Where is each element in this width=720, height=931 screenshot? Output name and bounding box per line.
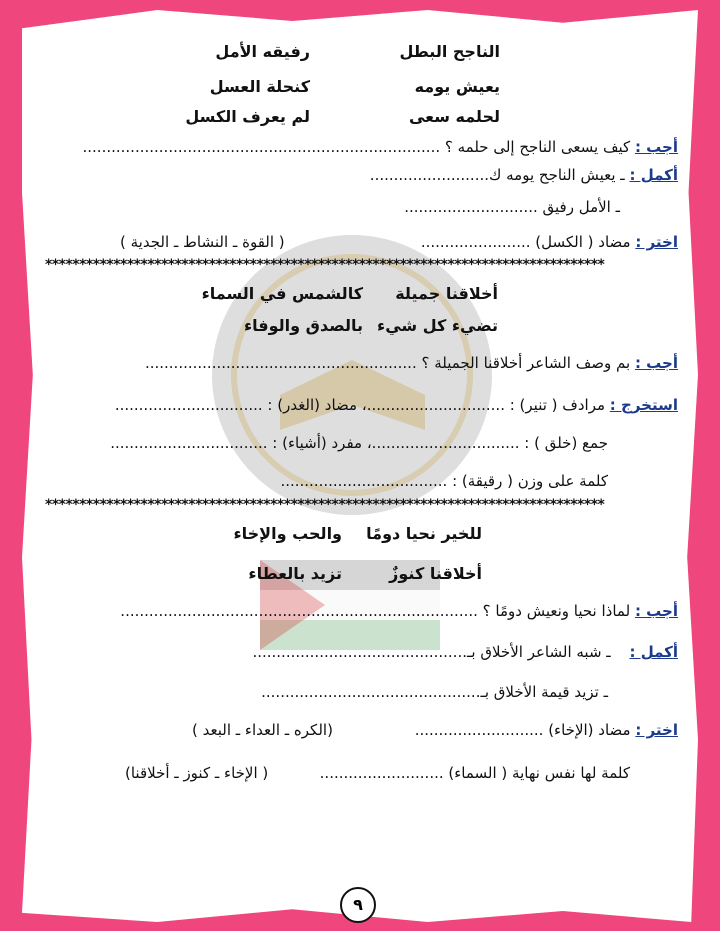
s3-complete-item2 [261, 683, 608, 701]
choices-text: ( القوة ـ النشاط ـ الجدية ) [120, 233, 285, 251]
question-text: ـ شبه الشاعر الأخلاق بـ............................................. [252, 643, 611, 661]
poem3-row2 [248, 564, 482, 583]
separator-stars: ********************************************************************************** [45, 257, 605, 273]
verse-right: تضيء كل شيء [377, 316, 498, 335]
question-text: مرادف ( تنير) : .............................، مضاد (الغدر) : ............................... [114, 396, 606, 414]
verse-left: كالشمس في السماء [201, 284, 363, 303]
verse-left: تزيد بالعطاء [248, 564, 342, 583]
poem1-row3 [185, 107, 500, 126]
extract-label: استخرج : [609, 396, 678, 414]
complete-label: أكمل : [629, 643, 678, 661]
question-text: جمع (خلق ) : ...............................، مفرد (أشياء) : ................................. [110, 434, 608, 452]
s1-complete-item2 [404, 198, 620, 216]
s1-choose-question [421, 233, 678, 251]
choose-label: اختر : [635, 721, 678, 739]
question-text: ـ تزيد قيمة الأخلاق بـ.............................................. [261, 683, 608, 701]
verse-left: لم يعرف الكسل [185, 107, 310, 126]
verse-right: أخلاقنا كنوزٌ [389, 564, 482, 583]
page-number: ٩ [340, 887, 376, 923]
s3-complete-question [252, 643, 678, 661]
poem1-row1 [215, 42, 500, 61]
verse-left: رفيقه الأمل [215, 42, 310, 61]
question-text: ـ الأمل رفيق ............................ [404, 198, 620, 216]
poem3-row1 [233, 524, 482, 543]
s2-extract-item3 [280, 472, 608, 490]
question-text: لماذا نحيا ونعيش دومًا ؟ ........................................................................... [120, 602, 631, 620]
verse-right: الناجح البطل [399, 42, 500, 61]
question-text: كلمة لها نفس نهاية ( السماء) .......................... [319, 764, 630, 782]
s3-word-ending-question [320, 764, 630, 782]
question-text: كلمة على وزن ( رقيقة) : ................................... [280, 472, 608, 490]
s3-choose-question [415, 721, 678, 739]
s1-answer-question [83, 138, 679, 156]
question-text: ـ يعيش الناجح يومه ك......................... [369, 166, 625, 184]
s1-choices [120, 233, 285, 251]
choices-text: ( الإخاء ـ كنوز ـ أخلاقنا) [125, 764, 269, 782]
verse-right: للخير نحيا دومًا [366, 524, 482, 543]
verse-left: والحب والإخاء [233, 524, 342, 543]
poem1-row2 [210, 77, 500, 96]
question-text: كيف يسعى الناجح إلى حلمه ؟ ........................................................................... [82, 138, 631, 156]
choose-label: اختر : [635, 233, 678, 251]
verse-right: لحلمه سعى [408, 107, 500, 126]
s2-extract-item2 [110, 434, 608, 452]
complete-label: أكمل : [629, 166, 678, 184]
answer-label: أجب : [634, 602, 678, 620]
choices-text: (الكره ـ العداء ـ البعد ) [192, 721, 333, 739]
question-text: مضاد (الإخاء) ........................... [414, 721, 631, 739]
s3-answer-question [120, 602, 678, 620]
verse-left: بالصدق والوفاء [243, 316, 363, 335]
answer-label: أجب : [634, 138, 678, 156]
s2-extract-question [115, 396, 678, 414]
verse-right: أخلاقنا جميلة [395, 284, 498, 303]
question-text: بم وصف الشاعر أخلاقنا الجميلة ؟ ......................................................... [144, 354, 631, 372]
s1-complete-question [370, 166, 678, 184]
poem2-row2 [244, 316, 498, 335]
s3-choices [192, 721, 333, 739]
separator-stars: ********************************************************************************** [45, 497, 605, 513]
s2-answer-question [145, 354, 678, 372]
verse-left: كنحلة العسل [209, 77, 310, 96]
answer-label: أجب : [634, 354, 678, 372]
question-text: مضاد ( الكسل) ....................... [420, 233, 631, 251]
s3-word-ending-choices [125, 764, 268, 782]
poem2-row1 [202, 284, 498, 303]
verse-right: يعيش يومه [414, 77, 500, 96]
